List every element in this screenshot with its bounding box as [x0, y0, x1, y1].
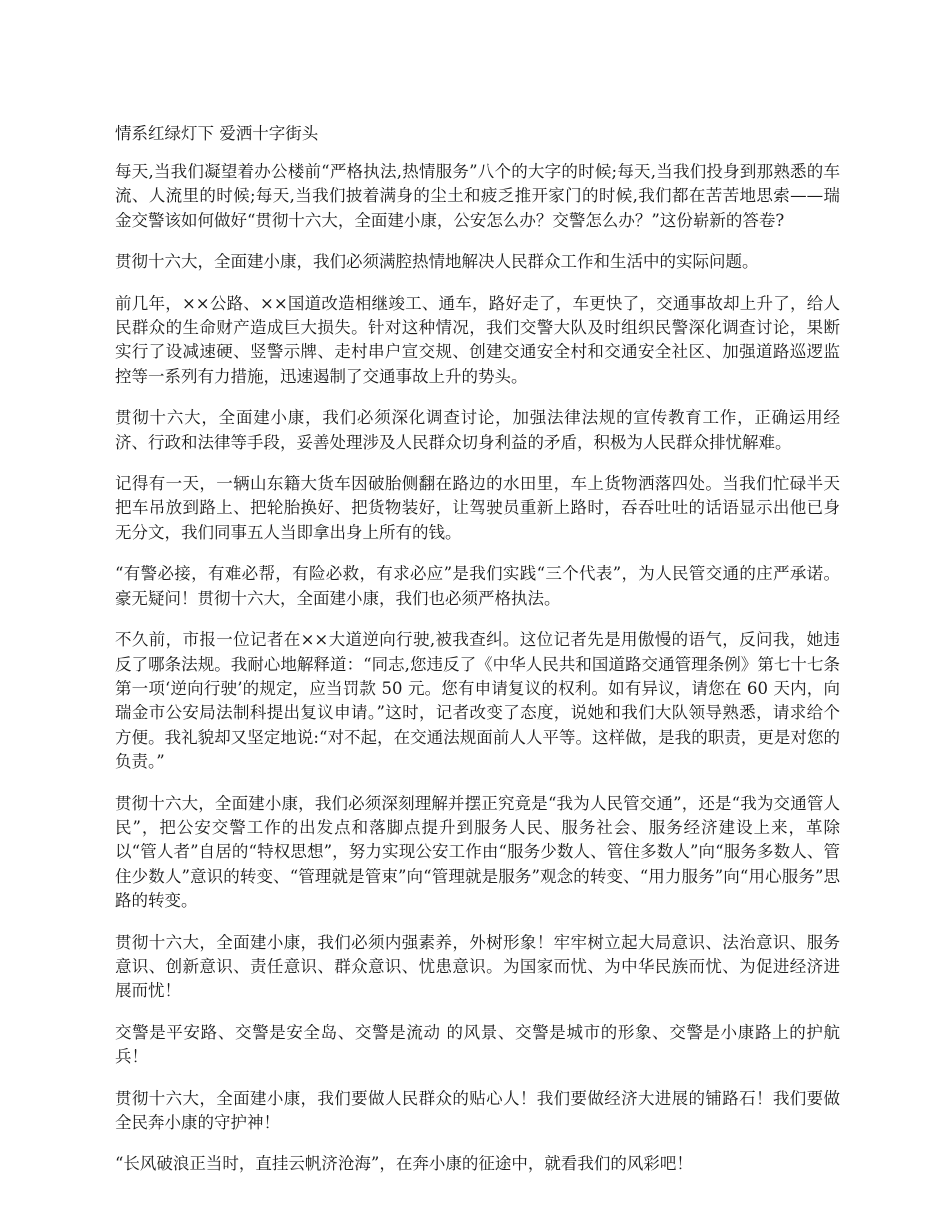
- paragraph-1: 每天,当我们凝望着办公楼前“严格执法,热情服务”八个的大字的时候;每天,当我们投身到那熟悉的车流、人流里的时候;每天,当我们披着满身的尘土和疲乏推开家门的时候,我们都在苦苦地思索——瑞金交警该如何做好“贯彻十六大，全面建小康，公安怎么办？交警怎么办？”这份崭新的答卷?: [115, 162, 840, 230]
- paragraph-2: 贯彻十六大，全面建小康，我们必须满腔热情地解决人民群众工作和生活中的实际问题。: [115, 252, 759, 272]
- paragraph-4: 贯彻十六大，全面建小康，我们必须深化调查讨论，加强法律法规的宣传教育工作，正确运用经济、行政和法律等手段，妥善处理涉及人民群众切身利益的矛盾，积极为人民群众排忧解难。: [115, 408, 840, 452]
- paragraph-6: “有警必接，有难必帮，有险必救，有求必应”是我们实践“三个代表”，为人民管交通的庄严承诺。豪无疑问！贯彻十六大，全面建小康，我们也必须严格执法。: [115, 564, 840, 608]
- document-page: [115, 122, 840, 1194]
- paragraph-10: 交警是平安路、交警是安全岛、交警是流动 的风景、交警是城市的形象、交警是小康路上的护航兵！: [115, 1022, 840, 1067]
- paragraph-7: 不久前，市报一位记者在××大道逆向行驶,被我查纠。这位记者先是用傲慢的语气，反问我，她违反了哪条法规。我耐心地解释道：“同志,您违反了《中华人民共和国道路交通管理条例》第七十七条第一项‘逆向行驶’的规定，应当罚款 50 元。您有申请复议的权利。如有异议，请您在 60 天内，向瑞金市公安局法制科提出复议申请。”这时，记者改变了态度，说她和我们大队领导熟悉，请求给个方便。我礼貌却又坚定地说:“对不起，在交通法规面前人人平等。这样做，是我的职责，更是对您的负责。”: [115, 630, 840, 772]
- paragraph-11: 贯彻十六大，全面建小康，我们要做人民群众的贴心人！我们要做经济大进展的铺路石！我们要做全民奔小康的守护神！: [115, 1088, 840, 1132]
- document-title: 情系红绿灯下 爱洒十字街头: [115, 124, 319, 143]
- paragraph-5: 记得有一天，一辆山东籍大货车因破胎侧翻在路边的水田里，车上货物洒落四处。当我们忙碌半天把车吊放到路上、把轮胎换好、把货物装好，让驾驶员重新上路时，吞吞吐吐的话语显示出他已身无分文，我们同事五人当即拿出身上所有的钱。: [115, 474, 840, 542]
- paragraph-12: “长风破浪正当时，直挂云帆济沧海”，在奔小康的征途中，就看我们的风彩吧！: [115, 1154, 693, 1174]
- paragraph-3: 前几年，××公路、××国道改造相继竣工、通车，路好走了，车更快了，交通事故却上升了，给人民群众的生命财产造成巨大损失。针对这种情况，我们交警大队及时组织民警深化调查讨论，果断实行了设减速硬、竖警示牌、走村串户宣交规、创建交通安全村和交通安全社区、加强道路巡逻监控等一系列有力措施，迅速遏制了交通事故上升的势头。: [115, 293, 840, 386]
- paragraph-8: 贯彻十六大，全面建小康，我们必须深刻理解并摆正究竟是“我为人民管交通”，还是“我为交通管人民”，把公安交警工作的出发点和落脚点提升到服务人民、服务社会、服务经济建设上来，革除以“管人者”自居的“特权思想”，努力实现公安工作由“服务少数人、管住多数人”向“服务多数人、管住少数人”意识的转变、“管理就是管束”向“管理就是服务”观念的转变、“用力服务”向“用心服务”思路的转变。: [115, 793, 840, 911]
- paragraph-9: 贯彻十六大，全面建小康，我们必须内强素养，外树形象！牢牢树立起大局意识、法治意识、服务意识、创新意识、责任意识、群众意识、忧患意识。为国家而忧、为中华民族而忧、为促进经济进展而忧！: [115, 932, 840, 1001]
